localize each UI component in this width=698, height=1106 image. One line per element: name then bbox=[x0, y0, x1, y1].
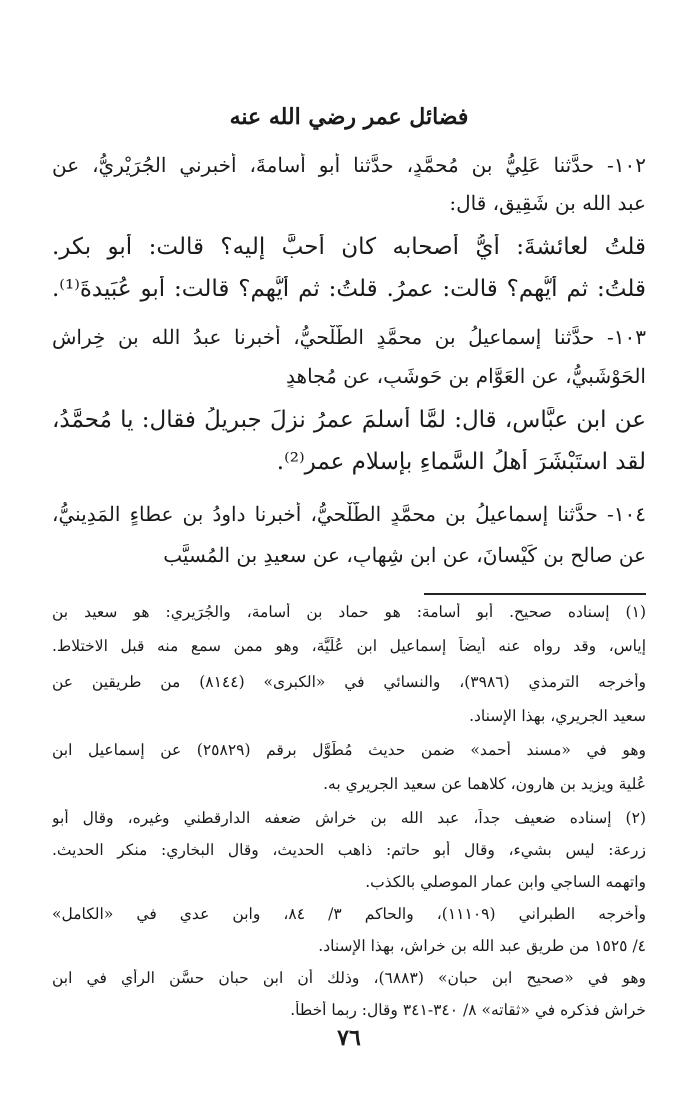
footnote-separator bbox=[424, 593, 646, 595]
body-line: ١٠٢- حدَّثنا عَلِيُّ بن مُحمَّدٍ، حدَّثنا أبو أُسامةَ، أخبرني الجُرَيْرِيُّ، عن bbox=[52, 153, 646, 177]
footnote-line: عُلية ويزيد بن هارون، كلاهما عن سعيد الجريري به. bbox=[323, 775, 646, 793]
body-line: قلتُ: ثم أيُّهم؟ قالت: عمرُ. قلتُ: ثم أيُّهم؟ قالت: أبو عُبَيدةَ⁽¹⁾. bbox=[52, 276, 646, 302]
body-line: ١٠٤- حدَّثنا إسماعيلُ بن محمَّدٍ الطَّلْحيُّ، أخبرنا داودُ بن عطاءٍ المَدِينيُّ، bbox=[52, 502, 646, 526]
footnote-line: زرعة: ليس بشيء، وقال أبو حاتم: ذاهب الحديث، وقال البخاري: منكر الحديث. bbox=[52, 841, 646, 859]
body-line: الحَوْشَبيُّ، عن العَوَّام بن حَوشَبٍ، عن مُجاهدٍ bbox=[286, 364, 646, 388]
body-line: لقد استَبْشَرَ أهلُ السَّماءِ بإسلام عمر⁽²⁾. bbox=[276, 449, 646, 475]
footnote-line: وهو في «مسند أحمد» ضمن حديث مُطَوَّل برقم (٢٥٨٢٩) عن إسماعيل ابن bbox=[52, 741, 646, 759]
footnote-line: واتهمه الساجي وابن عمار الموصلي بالكذب. bbox=[365, 873, 646, 891]
footnote-line: (٢) إسناده ضعيف جداً، عبد الله بن خراش ضعفه الدارقطني وغيره، وقال أبو bbox=[52, 809, 646, 827]
page-title: فضائل عمر رضي الله عنه bbox=[229, 104, 469, 130]
body-line: ١٠٣- حدَّثنا إسماعيلُ بن محمَّدٍ الطَّلْحيُّ، أخبرنا عبدُ الله بن خِراش bbox=[52, 325, 646, 349]
page-number: ٧٦ bbox=[337, 1025, 361, 1051]
footnote-line: ٤/ ١٥٢٥ من طريق عبد الله بن خراش، بهذا الإسناد. bbox=[318, 937, 646, 955]
footnote-line: وأخرجه الطبراني (١١١٠٩)، والحاكم ٣/ ٨٤، وابن عدي في «الكامل» bbox=[52, 905, 646, 923]
footnote-line: وهو في «صحيح ابن حبان» (٦٨٨٣)، وذلك أن ابن حبان حسَّن الرأي في ابن bbox=[52, 969, 646, 987]
footnote-line: خراش فذكره في «ثقاته» ٨/ ٣٤٠-٣٤١ وقال: ربما أخطأ. bbox=[290, 1001, 646, 1019]
body-line: عبد الله بن شَقِيق، قال: bbox=[449, 191, 646, 215]
body-line: قلتُ لعائشةَ: أيُّ أصحابه كان أحبَّ إليه؟ قالت: أبو بكر. bbox=[52, 234, 646, 260]
body-line: عن ابن عبَّاسٍ، قال: لمَّا أسلمَ عمرُ نزلَ جبريلُ فقال: يا مُحمَّدُ، bbox=[52, 407, 646, 433]
body-line: عن صالح بن كَيْسانَ، عن ابن شِهابٍ، عن سعيدِ بن المُسيَّب bbox=[163, 543, 646, 567]
footnote-line: (١) إسناده صحيح. أبو أسامة: هو حماد بن أسامة، والجُرَيري: هو سعيد بن bbox=[52, 603, 646, 621]
footnote-line: وأخرجه الترمذي (٣٩٨٦)، والنسائي في «الكبرى» (٨١٤٤) من طريقين عن bbox=[52, 673, 646, 691]
footnote-line: سعيد الجريري، بهذا الإسناد. bbox=[469, 707, 646, 725]
footnote-line: إياس، وقد رواه عنه أيضاً إسماعيل ابن عُلَيَّة، وهو ممن سمع منه قبل الاختلاط. bbox=[52, 637, 646, 655]
